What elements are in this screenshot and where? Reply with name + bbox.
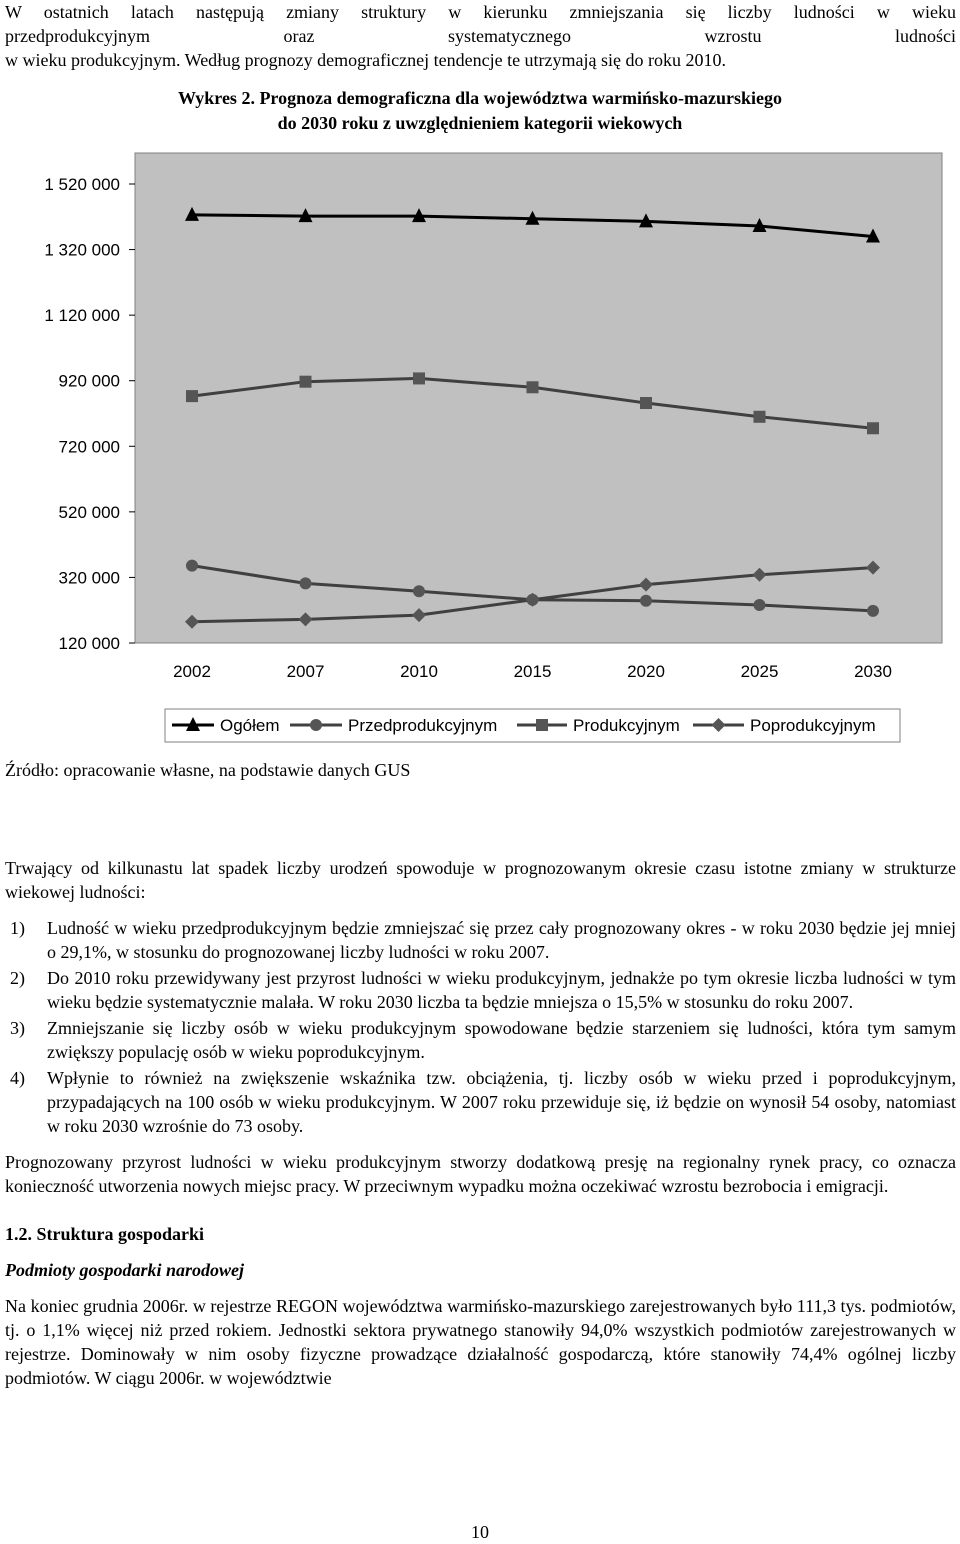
data-point-square <box>300 376 312 388</box>
y-tick-label: 1 120 000 <box>44 306 120 326</box>
data-point-square <box>754 411 766 423</box>
list-item <box>5 916 956 964</box>
data-point-circle <box>754 599 766 611</box>
y-tick-label: 920 000 <box>58 371 120 391</box>
data-point-circle <box>310 719 322 731</box>
body-text <box>5 856 956 1390</box>
data-point-circle <box>300 577 312 589</box>
y-tick-label: 120 000 <box>58 634 120 653</box>
intro-line-3: w wieku produkcyjnym. Według prognozy demograficznej tendencje te utrzymają się do roku 2010. <box>5 50 727 70</box>
paragraph-3: Na koniec grudnia 2006r. w rejestrze REGON województwa warmińsko-mazurskiego zarejestrowanych było 111,3 tys. podmiotów, tj. o 1,1% więcej niż przed rokiem. Jednostki sektora prywatnego stanowiły 94,0% wszystkich podmiotów zarejestrowanych w rejestrze. Dominowały w nim osoby fizyczne prowadzące działalność gospodarczą, które stanowiły 74,4% ogólnej liczby podmiotów. W ciągu 2006r. w województwie <box>5 1296 956 1388</box>
data-point-square <box>527 381 539 393</box>
chart-title-line-2: do 2030 roku z uwzględnieniem kategorii wiekowych <box>277 113 683 133</box>
legend-label: Poprodukcyjnym <box>750 716 876 735</box>
list-item-text: Ludność w wieku przedprodukcyjnym będzie zmniejszać się przez cały prognozowany okres - w roku 2030 będzie jej mniej o 29,1%, w stosunku do prognozowanej liczby ludności w roku 2007. <box>47 918 956 962</box>
list-item-number: 4) <box>10 1068 25 1088</box>
list-item-text: Wpłynie to również na zwiększenie wskaźnika tzw. obciążenia, tj. liczby osób w wieku przed i poprodukcyjnym, przypadających na 100 osób w wieku produkcyjnym. W 2007 roku przewiduje się, iż będzie on wynosił 54 osoby, natomiast w roku 2030 wzrośnie do 73 osoby. <box>47 1068 956 1136</box>
legend-label: Ogółem <box>220 716 280 735</box>
list-item <box>5 966 956 1014</box>
list-item <box>5 1016 956 1064</box>
data-point-square <box>536 719 548 731</box>
paragraph-2: Prognozowany przyrost ludności w wieku produkcyjnym stworzy dodatkową presję na regionalny rynek pracy, co oznacza konieczność utworzenia nowych miejsc pracy. W przeciwnym wypadku można oczekiwać wzrostu bezrobocia i emigracji. <box>5 1152 956 1196</box>
data-point-square <box>413 372 425 384</box>
intro-line-2: przedprodukcyjnym oraz systematycznego wzrostu ludności <box>5 26 956 46</box>
intro-paragraph <box>5 0 956 72</box>
y-tick-label: 520 000 <box>58 502 120 522</box>
x-tick-label: 2010 <box>400 662 438 681</box>
x-tick-label: 2025 <box>740 662 779 681</box>
subsection-heading: Podmioty gospodarki narodowej <box>5 1260 245 1280</box>
legend <box>165 709 900 742</box>
data-point-square <box>867 422 879 434</box>
list-item <box>5 1066 956 1138</box>
legend-label: Przedprodukcyjnym <box>348 716 498 735</box>
y-tick-label: 1 320 000 <box>44 240 120 260</box>
list-item-number: 1) <box>10 918 25 938</box>
legend-label: Produkcyjnym <box>573 716 680 735</box>
list-item-text: Zmniejszanie się liczby osób w wieku produkcyjnym spowodowane będzie starzeniem się ludności, która tym samym zwiększy populację osób w wieku poprodukcyjnym. <box>47 1018 956 1062</box>
x-tick-label: 2007 <box>286 662 325 681</box>
data-point-square <box>186 390 198 402</box>
list-item-text: Do 2010 roku przewidywany jest przyrost ludności w wieku produkcyjnym, jednakże po tym okresie liczba ludności w tym wieku będzie systematycznie malała. W roku 2030 liczba ta będzie mniejsza o 15,5% w stosunku do roku 2007. <box>47 968 956 1012</box>
x-tick-label: 2020 <box>627 662 665 681</box>
x-tick-label: 2015 <box>513 662 552 681</box>
y-tick-label: 1 520 000 <box>44 175 120 194</box>
chart <box>0 140 960 752</box>
y-tick-label: 320 000 <box>58 568 120 588</box>
intro-line-1: W ostatnich latach następują zmiany struktury w kierunku zmniejszania się liczby ludności w wieku <box>5 2 956 22</box>
paragraph-1: Trwający od kilkunastu lat spadek liczby urodzeń spowoduje w prognozowanym okresie czasu istotne zmiany w strukturze wiekowej ludności: <box>5 858 956 902</box>
data-point-circle <box>867 605 879 617</box>
y-tick-label: 720 000 <box>58 437 120 457</box>
data-point-circle <box>186 560 198 572</box>
data-point-circle <box>413 585 425 597</box>
page-number: 10 <box>471 1522 489 1542</box>
section-heading: 1.2. Struktura gospodarki <box>5 1224 205 1244</box>
x-tick-label: 2030 <box>854 662 892 681</box>
x-tick-label: 2002 <box>173 662 211 681</box>
chart-source: Źródło: opracowanie własne, na podstawie danych GUS <box>5 760 411 780</box>
chart-title <box>0 86 960 136</box>
numbered-list <box>5 916 956 1138</box>
list-item-number: 3) <box>10 1018 25 1038</box>
data-point-circle <box>640 595 652 607</box>
chart-title-line-1: Wykres 2. Prognoza demograficzna dla województwa warmińsko-mazurskiego <box>177 88 783 108</box>
data-point-square <box>640 397 652 409</box>
list-item-number: 2) <box>10 968 25 988</box>
